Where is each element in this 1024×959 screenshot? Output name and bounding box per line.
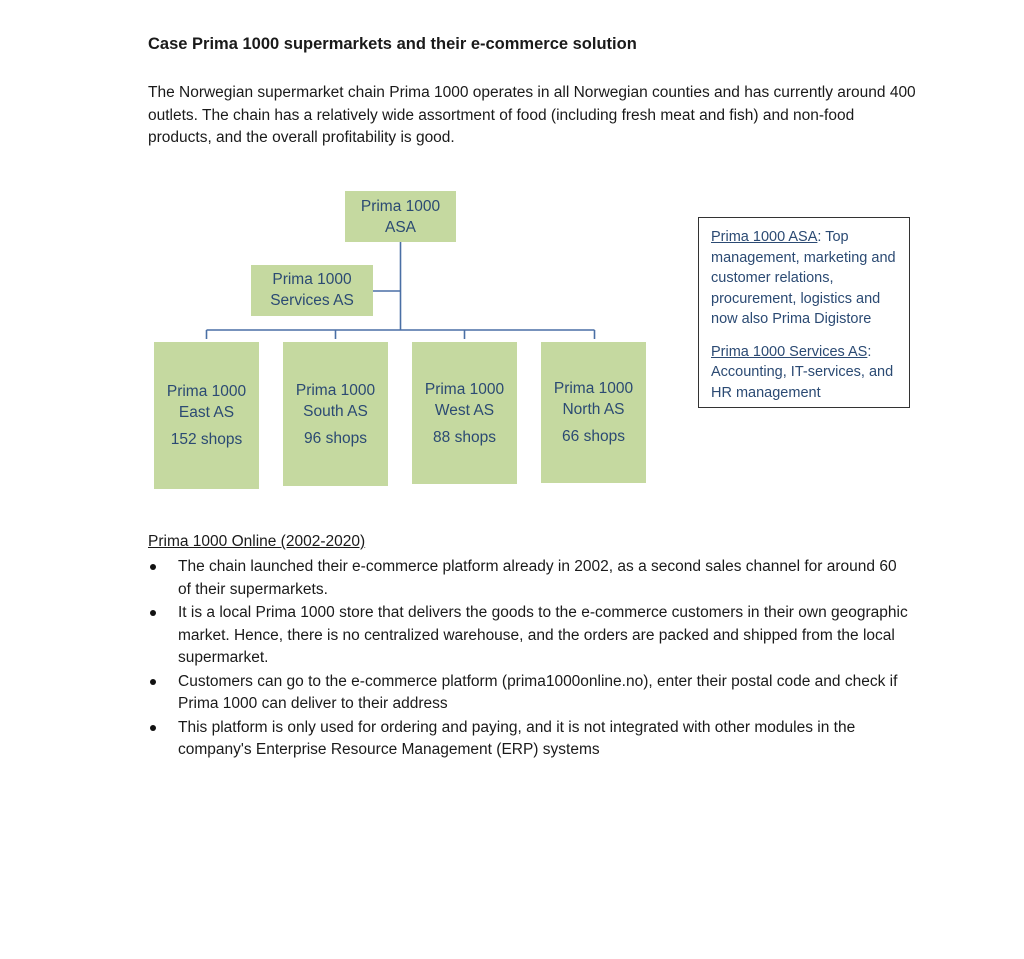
bullet-item: It is a local Prima 1000 store that delivers the goods to the e-commerce customers in their own geographic market. Hence, there is no centralized warehouse, and the orders are packed and shipped from the local supermarket. [148,602,908,670]
org-box-services-line1: Prima 1000 [272,271,352,288]
legend-services-label: Prima 1000 Services AS [711,343,868,360]
document-title: Case Prima 1000 supermarkets and their e-commerce solution [148,35,637,53]
org-box-east-shops: 152 shops [170,431,243,448]
org-box-north [541,342,646,483]
org-box-south-line2: South AS [303,402,368,420]
org-box-west-line2: West AS [434,401,495,419]
legend-asa-text: : Top management, marketing and customer relations, procurement, logistics and now also Prima Digistore [711,229,896,327]
bullet-item: This platform is only used for ordering and paying, and it is not integrated with other modules in the company's Enterprise Resource Management (ERP) systems [148,717,908,762]
org-box-asa-line2: ASA [384,219,416,236]
legend-services [711,342,899,404]
org-box-south [283,342,388,486]
org-box-west-shops: 88 shops [433,428,496,446]
org-box-east-line1: Prima 1000 [166,383,247,400]
org-box-north-shops: 66 shops [562,428,625,445]
legend-asa-label: Prima 1000 ASA [711,229,818,245]
bullet-item: Customers can go to the e-commerce platform (prima1000online.no), enter their postal code and check if Prima 1000 can deliver to their address [148,671,908,716]
org-box-east [154,342,259,489]
org-box-north-line1: Prima 1000 [553,380,634,397]
legend-box [698,217,910,408]
bullet-item: The chain launched their e-commerce platform already in 2002, as a second sales channel for around 60 of their supermarkets. [148,556,908,601]
org-box-west-line1: Prima 1000 [424,380,505,398]
org-box-services-line2: Services AS [270,292,354,309]
org-box-north-line2: North AS [562,401,625,418]
org-box-east-line2: East AS [178,404,235,421]
intro-paragraph: The Norwegian supermarket chain Prima 1000 operates in all Norwegian counties and has currently around 400 outlets. The chain has a relatively wide assortment of food (including fresh meat and fish) and non-food products, and the overall profitability is good. [148,84,916,146]
legend-asa [711,227,899,330]
org-box-prima-asa [345,191,456,242]
online-heading: Prima 1000 Online (2002-2020) [148,533,366,550]
org-box-services [251,265,373,316]
legend-services-text: : Accounting, IT-services, and HR management [711,343,894,401]
org-box-asa-line1: Prima 1000 [360,198,441,215]
org-box-west [412,342,517,484]
org-box-south-line1: Prima 1000 [295,381,376,399]
online-bullet-list [148,556,908,763]
org-box-south-shops: 96 shops [304,429,367,447]
